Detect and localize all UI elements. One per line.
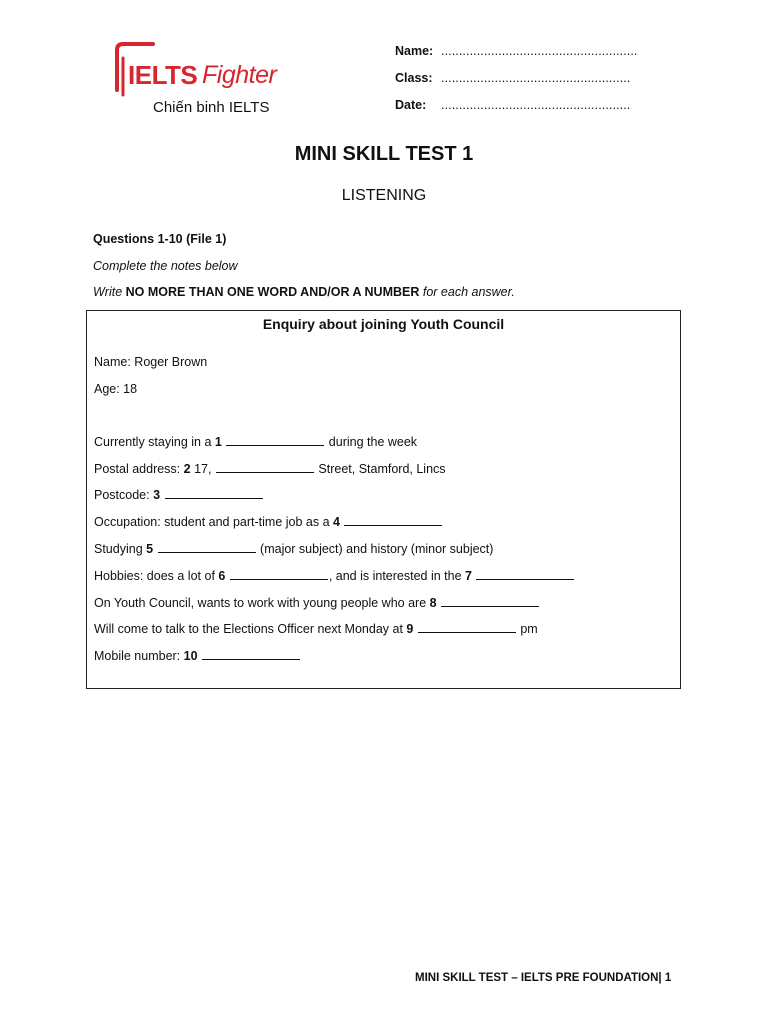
question-number: 6 xyxy=(218,569,226,583)
ielts-fighter-logo xyxy=(113,40,303,122)
answer-blank-10[interactable] xyxy=(202,648,300,660)
answer-blank-8[interactable] xyxy=(441,595,539,607)
field-dots: ....................................................... xyxy=(441,44,638,58)
instruction-emphasis: NO MORE THAN ONE WORD AND/OR A NUMBER xyxy=(125,285,420,299)
question-2 xyxy=(94,461,446,476)
question-text: during the week xyxy=(325,435,418,449)
question-text: Mobile number: xyxy=(94,649,184,663)
question-5 xyxy=(94,541,493,556)
note-name: Name: Roger Brown xyxy=(94,355,208,369)
question-number: 7 xyxy=(465,569,472,583)
field-label: Name: xyxy=(395,44,434,58)
question-4 xyxy=(94,514,443,529)
answer-blank-2[interactable] xyxy=(216,461,314,473)
date-field[interactable] xyxy=(395,98,638,125)
question-number: 10 xyxy=(183,649,198,663)
logo-tagline: Chiến binh IELTS xyxy=(153,99,270,116)
question-number: 8 xyxy=(429,596,437,610)
question-number: 4 xyxy=(333,515,340,529)
notes-title: Enquiry about joining Youth Council xyxy=(262,316,505,332)
note-age: Age: 18 xyxy=(94,382,138,396)
question-number: 1 xyxy=(214,435,222,449)
question-6-7 xyxy=(94,568,575,583)
field-label: Class: xyxy=(395,71,433,85)
instruction-text: for each answer. xyxy=(419,285,515,299)
questions-heading: Questions 1-10 (File 1) xyxy=(93,232,227,246)
question-text: Postcode: xyxy=(94,488,154,502)
instruction-text: Write xyxy=(93,285,126,299)
question-number: 2 xyxy=(183,462,191,476)
answer-blank-6[interactable] xyxy=(230,568,328,580)
question-text: Will come to talk to the Elections Officer next Monday at xyxy=(94,622,407,636)
instruction-complete-notes: Complete the notes below xyxy=(93,259,238,273)
student-info-fields xyxy=(395,44,638,125)
question-text: , and is interested in the xyxy=(328,569,466,583)
answer-blank-9[interactable] xyxy=(418,621,516,633)
page-footer: MINI SKILL TEST – IELTS PRE FOUNDATION| 1 xyxy=(415,972,672,984)
notes-box xyxy=(86,310,681,689)
question-text: Street, Stamford, Lincs xyxy=(314,462,446,476)
question-text: Currently staying in a xyxy=(94,435,215,449)
page-title: MINI SKILL TEST 1 xyxy=(294,143,474,165)
question-text: pm xyxy=(516,622,538,636)
question-8 xyxy=(94,595,540,610)
question-text: Hobbies: does a lot of xyxy=(94,569,219,583)
answer-blank-5[interactable] xyxy=(158,541,256,553)
question-text: 17, xyxy=(190,462,215,476)
question-text: Studying xyxy=(94,542,147,556)
logo-brand-left: IELTS xyxy=(128,60,198,90)
answer-blank-7[interactable] xyxy=(476,568,574,580)
page-subtitle: LISTENING xyxy=(341,187,427,204)
question-text: Postal address: xyxy=(94,462,184,476)
field-dots: ..................................................... xyxy=(441,71,631,85)
question-text: (major subject) and history (minor subject) xyxy=(256,542,494,556)
question-10 xyxy=(94,648,301,663)
question-9 xyxy=(94,621,538,636)
question-number: 9 xyxy=(406,622,414,636)
question-number: 5 xyxy=(146,542,154,556)
field-label: Date: xyxy=(395,98,427,112)
answer-blank-3[interactable] xyxy=(165,487,263,499)
question-number: 3 xyxy=(153,488,161,502)
answer-blank-4[interactable] xyxy=(344,514,442,526)
name-field[interactable] xyxy=(395,44,638,71)
answer-blank-1[interactable] xyxy=(226,434,324,446)
logo-brand-right: Fighter xyxy=(202,61,277,89)
question-text: On Youth Council, wants to work with young people who are xyxy=(94,596,430,610)
question-3 xyxy=(94,487,264,502)
instruction-word-limit xyxy=(93,285,515,299)
question-1 xyxy=(94,434,417,449)
question-text: Occupation: student and part-time job as a xyxy=(94,515,334,529)
class-field[interactable] xyxy=(395,71,638,98)
field-dots: ..................................................... xyxy=(441,98,631,112)
